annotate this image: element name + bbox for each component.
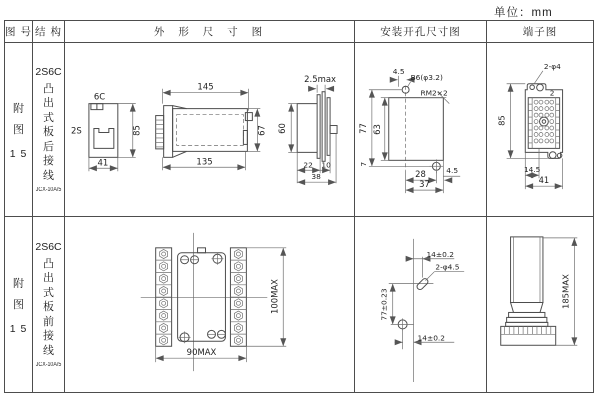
dim-63: 63 <box>371 124 382 135</box>
sub-model-label: JCX-10A/5 <box>35 362 62 369</box>
label-terminal-2: 2 <box>549 88 555 98</box>
terminal-cell-row2 <box>487 217 593 392</box>
terminal-cell-row1 <box>487 43 593 217</box>
spec-table <box>4 20 594 393</box>
fig-no-cell-row1 <box>5 43 33 217</box>
structure-cell-row1 <box>33 43 65 217</box>
dim-85-terminal: 85 <box>496 115 507 126</box>
header-fig-no: 图 号 <box>5 21 33 43</box>
dim-90max: 90MAX <box>186 347 217 358</box>
dim-41: 41 <box>97 157 109 168</box>
dim-4-5-right: 4.5 <box>446 166 459 176</box>
dim-38: 38 <box>311 172 321 182</box>
dim-2s: 2S <box>70 125 82 136</box>
dim-77-tol: 77±0.23 <box>379 288 389 321</box>
outline-drawing-front <box>65 217 354 392</box>
unit-note: 单位：mm <box>494 7 553 19</box>
terminal-drawing-rear <box>487 43 593 216</box>
install-cell-row1 <box>355 43 487 217</box>
dim-67: 67 <box>256 125 267 136</box>
sub-model-label: JCX-10A/5 <box>35 187 62 194</box>
dim-135: 135 <box>196 156 213 167</box>
dim-2-phi4-5: 2-φ4.5 <box>435 262 460 272</box>
dim-14-5: 14.5 <box>523 165 541 175</box>
mounting-hole-drawing-rear <box>355 43 486 216</box>
structure-cell-row2 <box>33 217 65 392</box>
dim-100max: 100MAX <box>269 279 280 315</box>
dim-37: 37 <box>419 179 430 190</box>
dim-77: 77 <box>357 123 368 134</box>
outline-drawing-rear <box>65 43 354 216</box>
fig-no-cell-row2 <box>5 217 33 392</box>
dim-4-5-top: 4.5 <box>392 66 405 76</box>
dim-7: 7 <box>358 161 368 167</box>
header-install: 安装开孔尺寸图 <box>355 21 487 43</box>
mounting-label: 凸出式板后接线 <box>43 82 54 182</box>
outline-cell-row2 <box>65 217 355 392</box>
mounting-label: 凸出式板前接线 <box>43 257 54 357</box>
label-rm2x2: RM2×2 <box>420 88 448 98</box>
model-label: 2S6C <box>35 240 62 253</box>
dim-185max: 185MAX <box>560 274 571 310</box>
dim-28: 28 <box>415 169 426 180</box>
dim-41-terminal: 41 <box>538 175 550 186</box>
header-terminal: 端子图 <box>487 21 593 43</box>
dim-2-phi4: 2-φ4 <box>543 61 561 71</box>
mounting-hole-drawing-front <box>355 217 486 392</box>
header-outline: 外 形 尺 寸 图 <box>65 21 355 43</box>
dim-2-5max: 2.5max <box>304 73 337 84</box>
dim-22: 22 <box>303 160 313 170</box>
fig-number: 1 5 <box>9 147 28 160</box>
install-cell-row2 <box>355 217 487 392</box>
dim-85: 85 <box>131 125 142 136</box>
dim-6c: 6C <box>93 91 106 102</box>
model-label: 2S6C <box>35 65 62 78</box>
header-structure: 结 构 <box>33 21 65 43</box>
fig-label: 附图 <box>13 278 24 311</box>
fig-label: 附图 <box>13 103 24 136</box>
terminal-drawing-front <box>487 217 593 392</box>
dim-10: 10 <box>321 160 331 170</box>
dim-14-bottom: 14±0.2 <box>417 333 446 343</box>
fig-number: 1 5 <box>9 322 28 335</box>
outline-cell-row1 <box>65 43 355 217</box>
dim-14-top: 14±0.2 <box>426 249 454 259</box>
label-b6-hole: B6(φ3.2) <box>410 72 443 82</box>
dim-145: 145 <box>197 81 214 92</box>
dim-60: 60 <box>277 123 288 134</box>
